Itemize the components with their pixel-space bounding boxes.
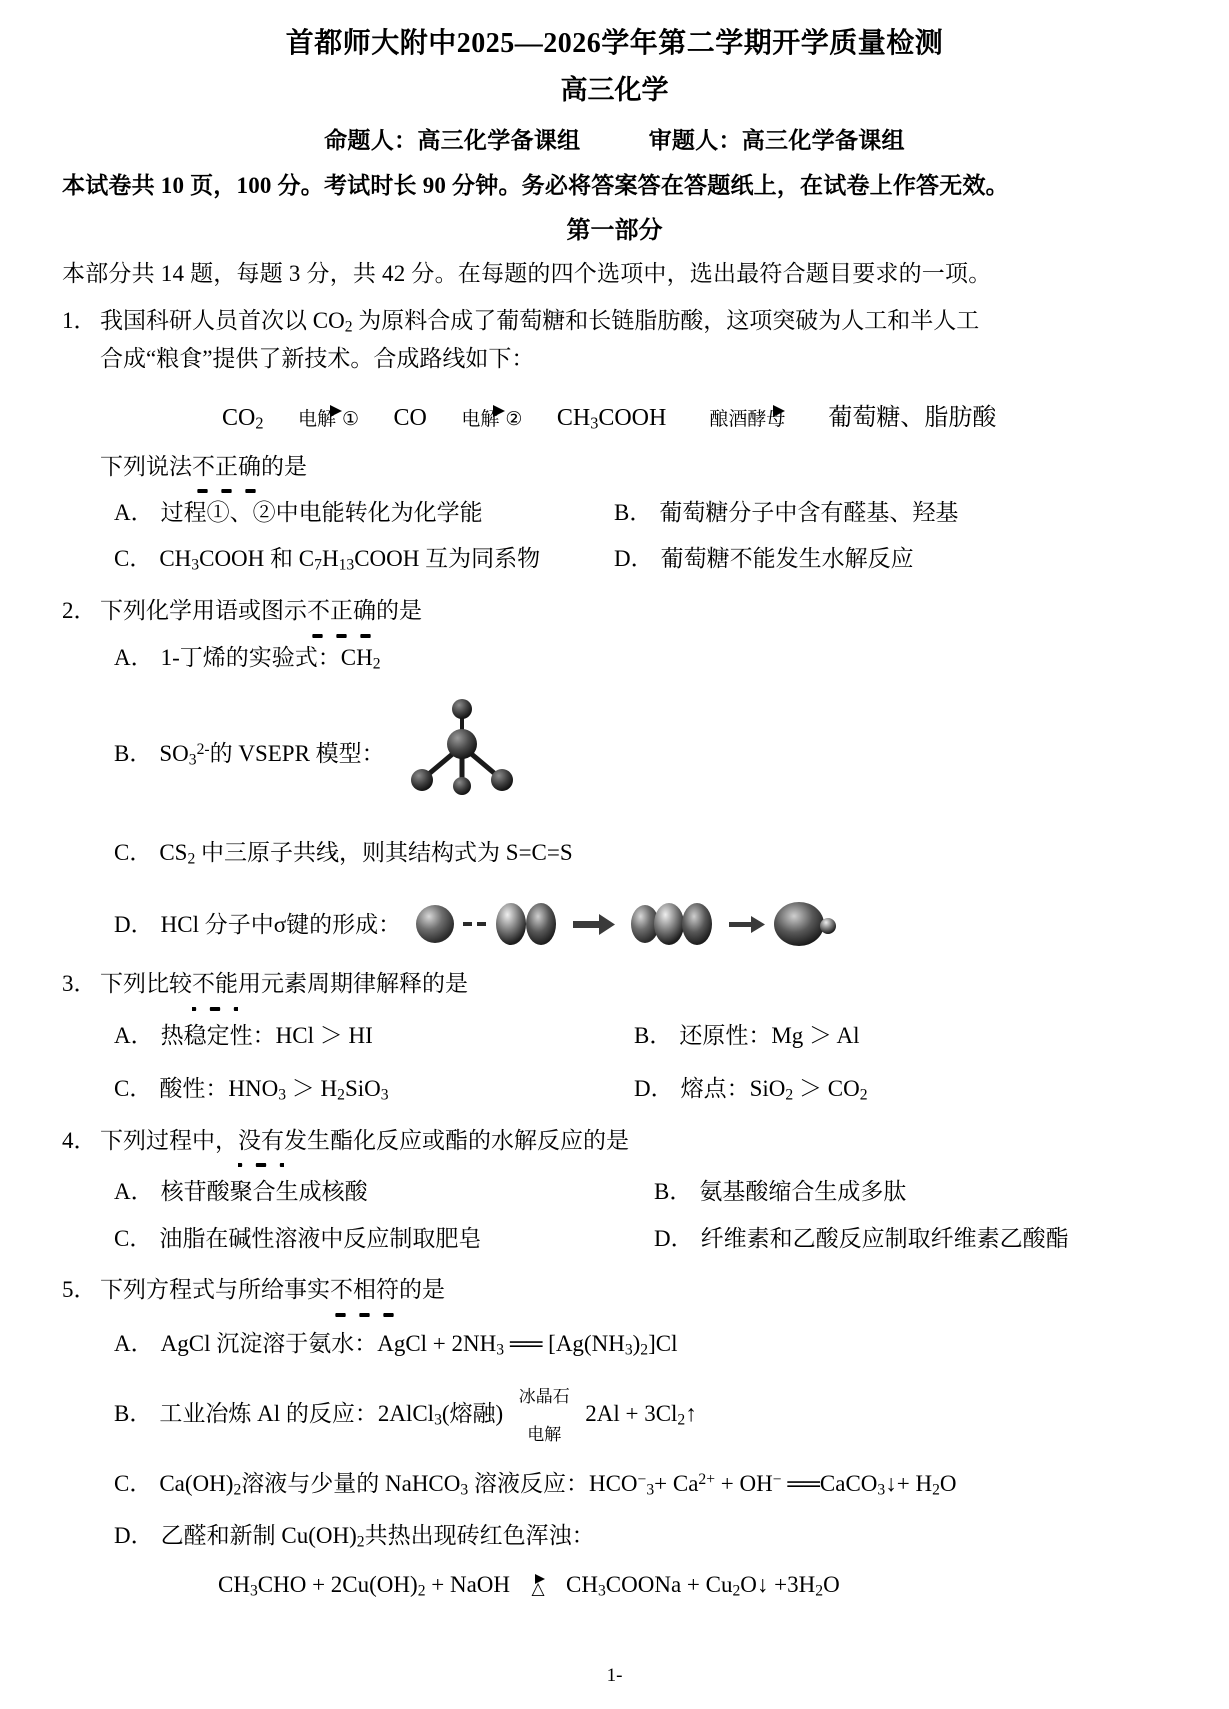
scheme-arrow-1-bottom-label: ① xyxy=(341,409,360,431)
heat-arrow xyxy=(510,1568,566,1605)
scheme-species-products: 葡萄糖、脂肪酸 xyxy=(828,405,997,432)
question-3-stem xyxy=(62,965,1167,1002)
option-2-b-text: $SO_3^{2-}$的 VSEPR 模型： xyxy=(159,740,385,769)
question-2-stem-emphasis: 不正确 xyxy=(307,592,376,629)
scheme-species-acetic-acid: $CH_3COOH$ xyxy=(556,405,667,433)
option-4-b-text: 氨基酸缩合生成多肽 xyxy=(699,1178,907,1204)
option-4-a-key: A． xyxy=(114,1178,154,1204)
option-3-b-key: B． xyxy=(634,1022,673,1048)
option-5-b-key: B． xyxy=(114,1400,153,1426)
question-2-stem-suffix: 的是 xyxy=(376,598,422,624)
option-5-a-key: A． xyxy=(114,1330,154,1356)
reviewer-label: 审题人：高三化学备课组 xyxy=(648,128,905,154)
option-1-c-key: C． xyxy=(114,546,153,572)
page-number: 1- xyxy=(606,1665,623,1686)
option-5-a[interactable] xyxy=(114,1325,678,1363)
question-5-option-b-row xyxy=(114,1376,1167,1451)
part-title: 第一部分 xyxy=(566,218,663,245)
option-5-c-text: $Ca(OH)_2$溶液与少量的 NaHCO$_3$ 溶液反应：$HCO^-_3+ Ca^{2+} + OH^-$ ══CaCO$_3$↓+ $H_2O$ xyxy=(159,1470,957,1499)
question-3-options xyxy=(62,1017,1167,1108)
question-3-options-row-2 xyxy=(114,1070,1167,1108)
option-2-c-text: $CS_2$ 中三原子共线，则其结构式为 S=C=S xyxy=(159,839,573,867)
question-1-stem-line-2-wrap xyxy=(62,340,1167,377)
option-1-b[interactable] xyxy=(614,494,1084,531)
option-1-d-key: D． xyxy=(614,546,654,572)
option-2-a-text: 1-丁烯的实验式：$CH_2$ xyxy=(160,644,381,672)
option-2-b-key: B． xyxy=(114,741,153,767)
question-5 xyxy=(62,1271,1167,1605)
orbital-overlap-diagram-icon xyxy=(413,897,843,951)
option-3-c-text: 酸性：$HNO_3 > H_2SiO_3$ xyxy=(159,1075,389,1104)
question-5-option-a-row xyxy=(114,1325,1167,1363)
question-3-stem-emphasis: 不能 xyxy=(192,965,238,1002)
option-2-d-text: HCl 分子中σ键的形成： xyxy=(160,911,402,937)
option-1-a[interactable] xyxy=(114,494,614,531)
option-1-c-text: $CH_3COOH$ 和 $C_7H_{13}COOH$ 互为同系物 xyxy=(159,546,541,574)
option-3-a[interactable] xyxy=(114,1017,634,1054)
option-3-b-text: 还原性：Mg ＞ Al xyxy=(679,1022,860,1048)
option-4-b[interactable] xyxy=(654,1173,906,1210)
question-3-stem-prefix: 下列比较 xyxy=(100,971,192,997)
part-description: 本部分共 14 题，每题 3 分，共 42 分。在每题的四个选项中，选出最符合题目要求的一项。 xyxy=(62,261,992,287)
question-2-stem-prefix: 下列化学用语或图示 xyxy=(100,598,307,624)
reaction-scheme xyxy=(62,399,1167,438)
scheme-arrow-1 xyxy=(270,399,388,438)
option-3-c-key: C． xyxy=(114,1075,153,1101)
question-1 xyxy=(62,302,1167,578)
question-2-option-c-row xyxy=(114,834,1167,872)
option-1-b-text: 葡萄糖分子中含有醛基、羟基 xyxy=(659,500,959,526)
question-4 xyxy=(62,1122,1167,1258)
option-4-d[interactable] xyxy=(654,1220,1069,1257)
option-5-c-key: C． xyxy=(114,1470,153,1496)
option-5-b-text: 工业冶炼 Al 的反应：2AlCl$_3$(熔融) xyxy=(159,1400,504,1429)
question-5-option-c-row xyxy=(114,1465,1167,1503)
option-1-a-text: 过程①、②中电能转化为化学能 xyxy=(160,500,483,526)
option-1-b-key: B． xyxy=(614,500,653,526)
question-1-number: 1． xyxy=(62,308,97,334)
scheme-arrow-2-top-label: 电解 xyxy=(461,409,500,431)
question-4-stem-suffix: 发生酯化反应或酯的水解反应的是 xyxy=(284,1127,629,1153)
question-5-options xyxy=(62,1325,1167,1606)
question-1-ask-suffix: 的是 xyxy=(261,453,307,479)
option-2-a[interactable] xyxy=(114,639,381,677)
question-3-stem-suffix: 用元素周期律解释的是 xyxy=(238,971,468,997)
option-5-c[interactable] xyxy=(114,1465,957,1503)
question-2-options xyxy=(62,639,1167,952)
option-4-d-key: D． xyxy=(654,1226,694,1252)
scheme-arrow-2 xyxy=(433,399,551,438)
option-4-a-text: 核苷酸聚合生成核酸 xyxy=(160,1178,368,1204)
question-2-option-a-row xyxy=(114,639,1167,677)
electrolysis-arrow-top-label: 冰晶石 xyxy=(518,1387,570,1407)
option-5-a-text: AgCl 沉淀溶于氨水：AgCl + $2NH_3$ ══ $[Ag(NH_3)_2]Cl$ xyxy=(160,1330,678,1358)
option-5-d-equation-left: $CH_3CHO + 2Cu(OH)_2$ + NaOH xyxy=(218,1572,511,1600)
question-1-stem-line-1: 我国科研人员首次以 $CO_2$ 为原料合成了葡萄糖和长链脂肪酸，这项突破为人工和半人工 xyxy=(100,308,980,336)
tetrahedral-model-icon xyxy=(403,698,521,809)
heat-arrow-delta: △ xyxy=(531,1579,545,1599)
question-3-number: 3． xyxy=(62,971,97,997)
option-5-b[interactable] xyxy=(114,1376,697,1451)
option-4-c-text: 油脂在碱性溶液中反应制取肥皂 xyxy=(159,1226,482,1252)
option-1-d[interactable] xyxy=(614,540,1084,577)
option-3-a-key: A． xyxy=(114,1022,154,1048)
question-2 xyxy=(62,592,1167,951)
option-1-c[interactable] xyxy=(114,540,614,578)
option-5-d-equation xyxy=(114,1566,1167,1605)
subject-title: 高三化学 xyxy=(560,74,669,105)
option-3-d[interactable] xyxy=(634,1070,868,1108)
question-5-stem xyxy=(62,1271,1167,1308)
scheme-arrow-3 xyxy=(672,399,822,438)
question-2-option-d-row xyxy=(114,897,1167,951)
option-2-c-key: C． xyxy=(114,839,153,865)
scheme-arrow-2-bottom-label: ② xyxy=(505,409,523,431)
option-5-b-tail: $2Al + 3Cl_2↑$ xyxy=(585,1400,697,1429)
question-5-number: 5． xyxy=(62,1277,97,1303)
option-3-c[interactable] xyxy=(114,1070,634,1108)
option-5-d-equation-right: $CH_3COONa$ + $Cu_2O↓ +3H_2O$ xyxy=(566,1572,840,1600)
option-2-d-key: D． xyxy=(114,911,154,937)
option-4-d-text: 纤维素和乙酸反应制取纤维素乙酸酯 xyxy=(700,1226,1069,1252)
question-1-ask-emphasis: 不正确 xyxy=(192,448,261,485)
question-1-options xyxy=(62,494,1167,578)
option-1-a-key: A． xyxy=(114,500,154,526)
question-1-options-row-2 xyxy=(114,540,1167,578)
question-4-stem xyxy=(62,1122,1167,1159)
question-1-ask xyxy=(62,448,1167,485)
scheme-species-co: CO xyxy=(393,405,427,432)
question-4-stem-emphasis: 没有 xyxy=(238,1122,284,1159)
question-4-stem-prefix: 下列过程中， xyxy=(100,1127,238,1153)
option-1-d-text: 葡萄糖不能发生水解反应 xyxy=(660,546,914,572)
question-2-option-b-row xyxy=(114,698,1167,809)
question-4-options-row-1 xyxy=(114,1173,1167,1210)
setter-label: 命题人：高三化学备课组 xyxy=(324,128,581,154)
option-2-b[interactable] xyxy=(114,698,521,809)
option-5-d-key: D． xyxy=(114,1522,154,1548)
question-1-ask-prefix: 下列说法 xyxy=(100,453,192,479)
option-5-d-text: 乙醛和新制 $Cu(OH)_2$共热出现砖红色浑浊： xyxy=(160,1522,595,1551)
scheme-arrow-3-top-label: 酿酒酵母 xyxy=(709,409,786,431)
question-2-stem xyxy=(62,592,1167,629)
question-1-stem-line-2: 合成“粮食”提供了新技术。合成路线如下： xyxy=(100,345,535,371)
question-5-option-d-row xyxy=(114,1517,1167,1555)
scheme-species-co2: $CO_2$ xyxy=(222,405,264,433)
option-2-d[interactable] xyxy=(114,897,843,951)
page-title: 首都师大附中2025—2026学年第二学期开学质量检测 xyxy=(285,28,944,59)
option-3-d-key: D． xyxy=(634,1075,674,1101)
question-5-stem-prefix: 下列方程式与所给事实 xyxy=(100,1277,330,1303)
question-3-options-row-1 xyxy=(114,1017,1167,1054)
option-4-b-key: B． xyxy=(654,1178,693,1204)
option-2-a-key: A． xyxy=(114,644,154,670)
option-3-d-text: 熔点：$SiO_2 > CO_2$ xyxy=(680,1075,868,1104)
electrolysis-arrow-bottom-label: 电解 xyxy=(527,1424,562,1444)
question-5-stem-emphasis: 不相符 xyxy=(330,1271,399,1308)
option-4-c-key: C． xyxy=(114,1226,153,1252)
question-4-options xyxy=(62,1173,1167,1258)
option-5-d[interactable] xyxy=(114,1517,595,1555)
option-4-a[interactable] xyxy=(114,1173,654,1210)
authors-line xyxy=(62,122,1167,155)
electrolysis-arrow xyxy=(505,1376,583,1451)
question-1-stem xyxy=(62,302,1167,340)
question-3 xyxy=(62,965,1167,1107)
exam-notice: 本试卷共 10 页，100 分。考试时长 90 分钟。务必将答案答在答题纸上，在试卷上作答无效。 xyxy=(62,173,1009,199)
option-4-c[interactable] xyxy=(114,1220,654,1257)
option-3-b[interactable] xyxy=(634,1017,860,1054)
option-2-c[interactable] xyxy=(114,834,573,872)
question-4-options-row-2 xyxy=(114,1220,1167,1257)
question-4-number: 4． xyxy=(62,1127,97,1153)
option-3-a-text: 热稳定性：HCl ＞ HI xyxy=(160,1022,373,1048)
question-2-number: 2． xyxy=(62,598,97,624)
question-1-options-row-1 xyxy=(114,494,1167,531)
question-5-stem-suffix: 的是 xyxy=(399,1277,445,1303)
scheme-arrow-1-top-label: 电解 xyxy=(297,409,336,431)
